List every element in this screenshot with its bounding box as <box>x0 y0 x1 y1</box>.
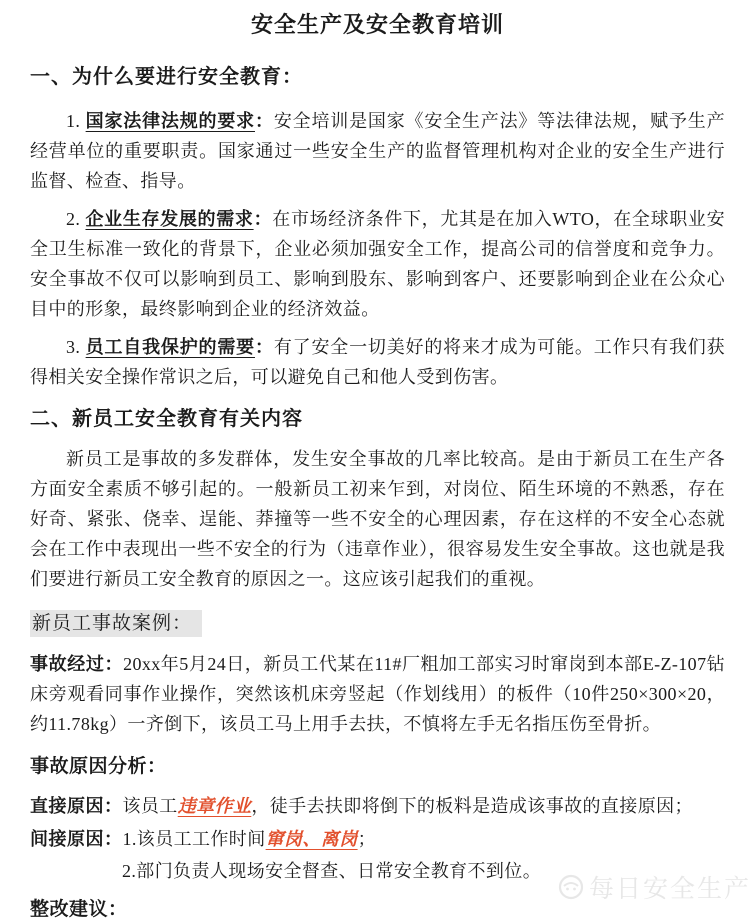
paragraph-enterprise-need <box>30 204 725 324</box>
direct-cause-post-text: ，徒手去扶即将倒下的板料是造成该事故的直接原因； <box>251 796 693 816</box>
item-label-underlined: 企业生存发展的需求 <box>85 209 254 229</box>
direct-cause-row <box>30 791 725 821</box>
item-body-text: 在市场经济条件下，尤其是在加入WTO，在全球职业安全卫生标准一致化的背景下，企业必须加强安全工作，提高公司的信誉度和竞争力。安全事故不仅可以影响到员工、影响到股东、影响到客户、还要影响到企业在公众心目中的形象，最终影响到企业的经济效益。 <box>30 209 726 319</box>
indirect-cause-post-text: ； <box>357 829 377 849</box>
indirect-cause-row-2: 2.部门负责人现场安全督查、日常安全教育不到位。 <box>122 861 542 881</box>
item-label-underlined: 国家法律法规的要求 <box>85 111 255 131</box>
direct-cause-label: 直接原因： <box>30 796 123 816</box>
incident-label: 事故经过： <box>30 654 124 674</box>
indirect-cause-row-1 <box>30 824 725 854</box>
analysis-heading: 事故原因分析： <box>30 756 167 777</box>
item-colon: ： <box>254 337 274 357</box>
paragraph-new-employee-intro: 新员工是事故的多发群体，发生安全事故的几率比较高。是由于新员工在生产各方面安全素质不够引起的。一般新员工初来乍到，对岗位、陌生环境的不熟悉，存在好奇、紧张、侥幸、逞能、莽撞等一些不安全的心理因素，存在这样的不安全心态就会在工作中表现出一些不安全的行为（违章作业），很容易发生安全事故。这也就是我们要进行新员工安全教育的原因之一。这应该引起我们的重视。 <box>30 449 725 589</box>
safety-helmet-logo-icon <box>557 873 585 901</box>
paragraph-incident-description <box>30 649 725 739</box>
section-content-heading: 二、新员工安全教育有关内容 <box>30 408 303 430</box>
paragraph-self-protection <box>30 332 725 392</box>
watermark <box>557 869 751 905</box>
item-body-text: 有了安全一切美好的将来才成为可能。工作只有我们获得相关安全操作常识之后，可以避免自己和他人受到伤害。 <box>30 337 725 387</box>
paragraph-legal-requirement <box>30 106 725 196</box>
item-body-text: 安全培训是国家《安全生产法》等法律法规，赋予生产经营单位的重要职责。国家通过一些安全生产的监督管理机构对企业的安全生产进行监督、检查、指导。 <box>30 111 725 191</box>
direct-cause-pre-text: 该员工 <box>122 796 178 816</box>
item-number: 2. <box>66 209 86 229</box>
indirect-cause-accent-text: 窜岗、离岗 <box>265 829 358 849</box>
incident-body-text: 20xx年5月24日，新员工代某在11#厂粗加工部实习时窜岗到本部E-Z-107钻床旁观看同事作业操作，突然该机床旁竖起（作划线用）的板件（10件250×300×20，约11.78kg）一齐倒下，该员工马上用手去扶，不慎将左手无名指压伤至骨折。 <box>30 654 725 734</box>
case-heading-highlighted: 新员工事故案例： <box>30 610 202 637</box>
item-colon: ： <box>253 209 273 229</box>
item-label-underlined: 员工自我保护的需要 <box>85 337 255 357</box>
section-why-heading: 一、为什么要进行安全教育： <box>30 66 303 88</box>
item-number: 3. <box>66 337 86 357</box>
case-heading-row <box>30 610 725 637</box>
item-number: 1. <box>66 111 86 131</box>
indirect-cause-pre-text: 1.该员工工作时间 <box>122 829 266 849</box>
direct-cause-accent-text: 违章作业 <box>177 796 252 816</box>
document-title: 安全生产及安全教育培训 <box>250 12 504 37</box>
suggestion-heading: 整改建议： <box>30 899 128 920</box>
watermark-text: 每日安全生产 <box>588 875 751 903</box>
item-colon: ： <box>254 111 274 131</box>
indirect-cause-label: 间接原因： <box>30 829 123 849</box>
